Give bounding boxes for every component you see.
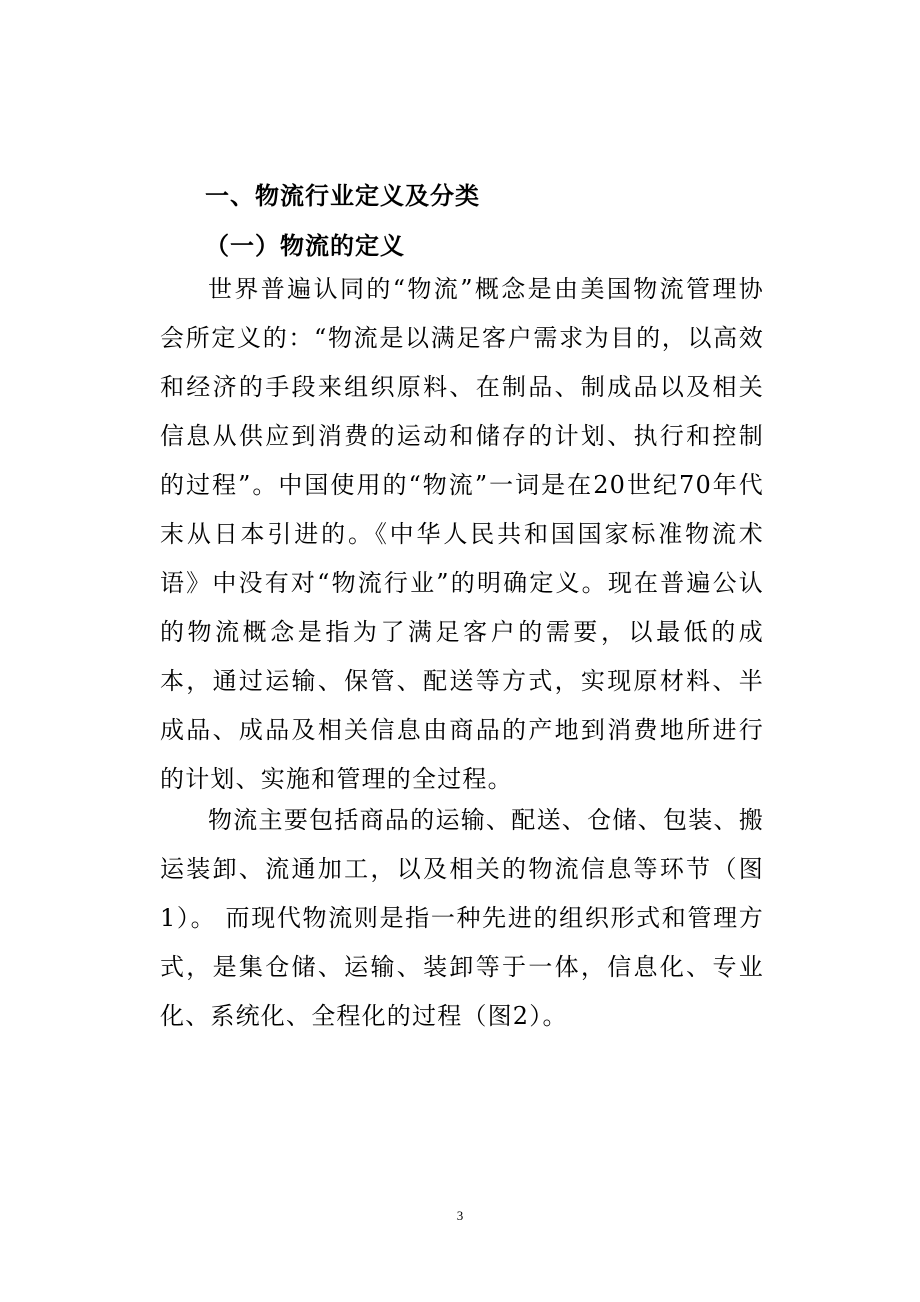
page-number: 3 [456,1208,464,1223]
paragraph-definition: 世界普遍认同的“物流”概念是由美国物流管理协会所定义的：“物流是以满足客户需求为目的，以高效和经济的手段来组织原料、在制品、制成品以及相关信息从供应到消费的运动和储存的计划、执行和控制的过程”。中国使用的“物流”一词是在20世纪70年代末从日本引进的。《中华人民共和国国家标准物流术语》中没有对“物流行业”的明确定义。现在普遍公认的物流概念是指为了满足客户的需要，以最低的成本，通过运输、保管、配送等方式，实现原材料、半成品、成品及相关信息由商品的产地到消费地所进行的计划、实施和管理的全过程。 [160,275,764,793]
subsection-heading: （一）物流的定义 [205,231,405,260]
section-heading: 一、物流行业定义及分类 [205,181,480,210]
paragraph-components: 物流主要包括商品的运输、配送、仓储、包装、搬运装卸、流通加工，以及相关的物流信息等环节（图1）。 而现代物流则是指一种先进的组织形式和管理方式，是集仓储、运输、装卸等于一体，信息化、专业化、系统化、全程化的过程（图2）。 [160,806,764,1030]
